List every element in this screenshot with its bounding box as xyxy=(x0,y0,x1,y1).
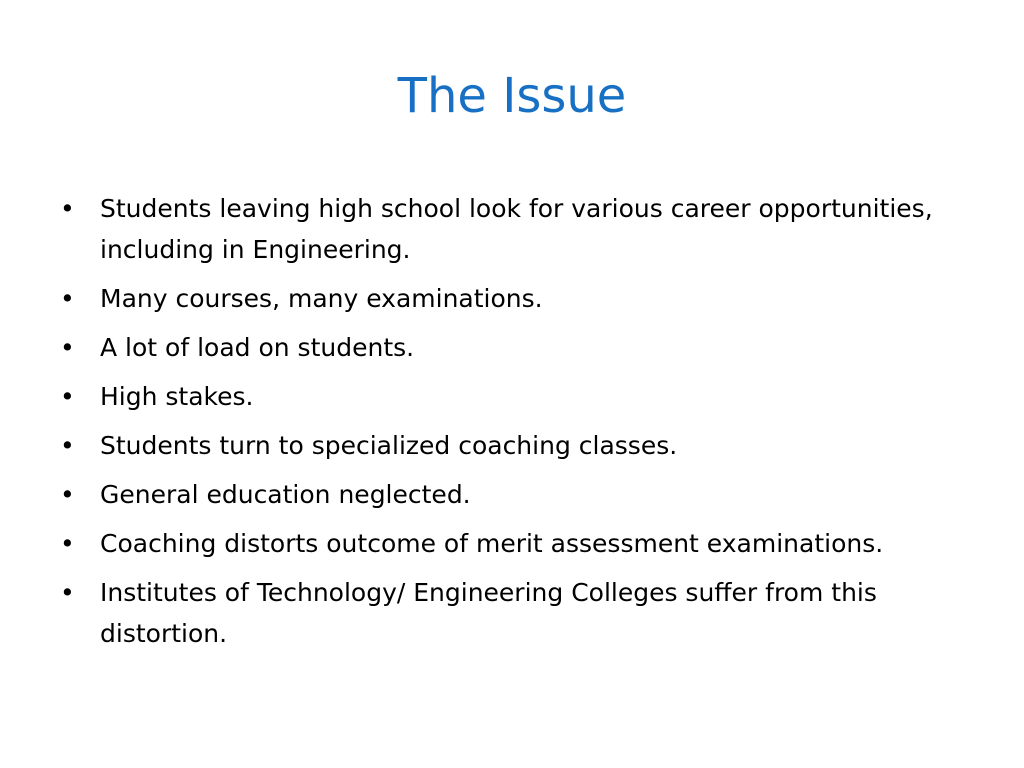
bullet-marker: • xyxy=(60,480,75,509)
bullet-marker: • xyxy=(60,578,75,607)
bullet-text: High stakes. xyxy=(100,382,254,411)
bullet-list xyxy=(60,188,970,662)
bullet-text: Coaching distorts outcome of merit assessment examinations. xyxy=(100,529,884,558)
bullet-item xyxy=(60,425,970,466)
bullet-marker: • xyxy=(60,333,75,362)
slide-title: The Issue xyxy=(397,68,627,124)
bullet-marker: • xyxy=(60,529,75,558)
bullet-item xyxy=(60,474,970,515)
bullet-item xyxy=(60,327,970,368)
bullet-text: A lot of load on students. xyxy=(100,333,415,362)
bullet-item xyxy=(60,523,970,564)
bullet-item xyxy=(60,572,970,654)
bullet-marker: • xyxy=(60,284,75,313)
bullet-item xyxy=(60,188,970,270)
bullet-item xyxy=(60,376,970,417)
bullet-text: Students leaving high school look for various career opportunities, including in Engineering. xyxy=(100,194,933,264)
bullet-text: Students turn to specialized coaching classes. xyxy=(100,431,678,460)
bullet-marker: • xyxy=(60,382,75,411)
bullet-text: Institutes of Technology/ Engineering Colleges suffer from this distortion. xyxy=(100,578,877,648)
bullet-item xyxy=(60,278,970,319)
bullet-marker: • xyxy=(60,194,75,223)
bullet-text: Many courses, many examinations. xyxy=(100,284,543,313)
bullet-marker: • xyxy=(60,431,75,460)
bullet-text: General education neglected. xyxy=(100,480,471,509)
